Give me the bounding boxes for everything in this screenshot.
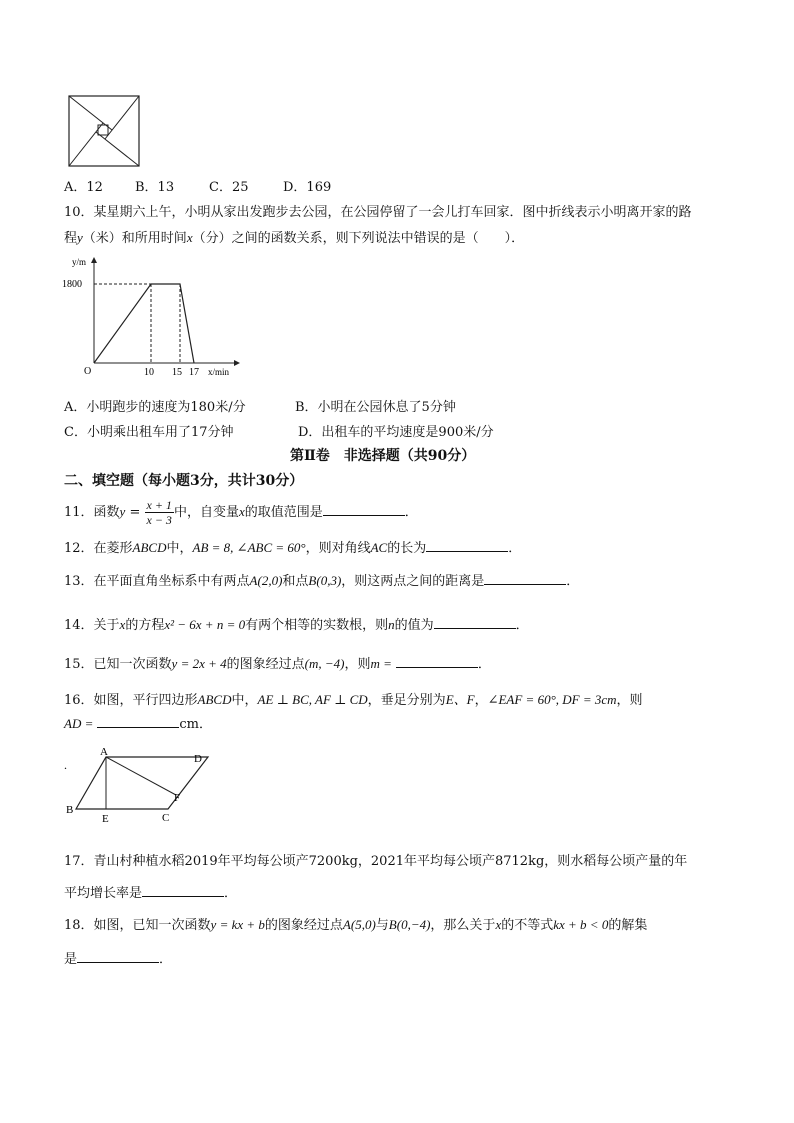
- label-B: B: [66, 804, 74, 816]
- x-axis-label: x/min: [208, 367, 230, 377]
- q11-fraction: $\frac{x + 1}{x - 3}$: [146, 498, 172, 527]
- q9-option-c: C．25: [209, 180, 249, 195]
- label-C: C: [162, 812, 170, 824]
- q10-distance-time-graph: [62, 255, 248, 385]
- q10-option-c: C．小明乘出租车用了17分钟: [64, 425, 234, 440]
- label-A: A: [100, 746, 108, 758]
- q16-answer-blank[interactable]: [97, 715, 179, 728]
- q16-text-line2: AD = cm．: [64, 716, 212, 732]
- q18-text-line2: 是 ．: [64, 952, 173, 967]
- q16-parallelogram-figure: [60, 745, 220, 830]
- q10-option-b: B．小明在公园休息了5分钟: [295, 400, 456, 415]
- y-axis-label: y/m: [72, 257, 87, 267]
- q11-text: 11．函数y = $\frac{x + 1}{x - 3}$ 中，自变量x的取值范围是 ．: [64, 498, 418, 527]
- q18-answer-blank[interactable]: [77, 950, 159, 963]
- q18-text-line1: 18．如图，已知一次函数y = kx + b的图象经过点A(5,0)与B(0,−4)，那么关于x的不等式kx + b < 0的解集: [64, 917, 648, 933]
- x-tick-17: 17: [189, 367, 199, 378]
- q15-answer-blank[interactable]: [396, 655, 478, 668]
- q14-answer-blank[interactable]: [434, 616, 516, 629]
- q14-text: 14．关于x的方程x² − 6x + n = 0有两个相等的实数根，则n的值为 ．: [64, 617, 529, 633]
- q10-text-line1: 10．某星期六上午，小明从家出发跑步去公园，在公园停留了一会儿打车回家．图中折线表示小明离开家的路: [64, 205, 692, 220]
- q13-answer-blank[interactable]: [484, 572, 566, 585]
- q17-text-line1: 17．青山村种植水稻2019年平均每公顷产7200kg，2021年平均每公顷产8712kg，则水稻每公顷产量的年: [64, 854, 688, 869]
- q15-text: 15．已知一次函数y = 2x + 4的图象经过点(m, −4)，则m = ．: [64, 656, 491, 672]
- q16-text-line1: 16．如图，平行四边形ABCD中，AE ⊥ BC, AF ⊥ CD，垂足分别为E、F，∠EAF = 60°, DF = 3cm，则: [64, 692, 643, 708]
- q10-text-line2: 程y（米）和所用时间x（分）之间的函数关系，则下列说法中错误的是（ ）．: [64, 230, 525, 246]
- section-2-title: 第Ⅱ卷 非选择题（共90分）: [290, 448, 476, 464]
- q9-square-figure: [68, 95, 140, 167]
- q12-answer-blank[interactable]: [426, 539, 508, 552]
- q13-text: 13．在平面直角坐标系中有两点A(2,0)和点B(0,3)，则这两点之间的距离是 ．: [64, 573, 580, 589]
- label-D: D: [194, 753, 202, 765]
- q10-option-a: A．小明跑步的速度为180米/分: [64, 400, 246, 415]
- journey-line: [94, 284, 194, 363]
- x-tick-10: 10: [144, 367, 154, 378]
- section-2-heading: 二、填空题（每小题3分，共计30分）: [64, 473, 304, 489]
- q17-text-line2: 平均增长率是 ．: [64, 886, 238, 901]
- q10-option-d: D．出租车的平均速度是900米/分: [298, 425, 494, 440]
- q11-answer-blank[interactable]: [323, 503, 405, 516]
- label-F: F: [174, 792, 181, 804]
- x-tick-15: 15: [172, 367, 182, 378]
- label-E: E: [102, 813, 109, 825]
- q12-text: 12．在菱形ABCD中，AB = 8, ∠ABC = 60°，则对角线AC的长为 ．: [64, 540, 522, 556]
- svg-text:.: .: [64, 758, 67, 772]
- q9-option-d: D．169: [283, 180, 332, 195]
- origin-label: O: [84, 366, 92, 377]
- q9-option-a: A．12: [64, 180, 103, 195]
- q17-answer-blank[interactable]: [142, 884, 224, 897]
- y-tick-1800: 1800: [62, 279, 82, 290]
- q9-option-b: B．13: [135, 180, 175, 195]
